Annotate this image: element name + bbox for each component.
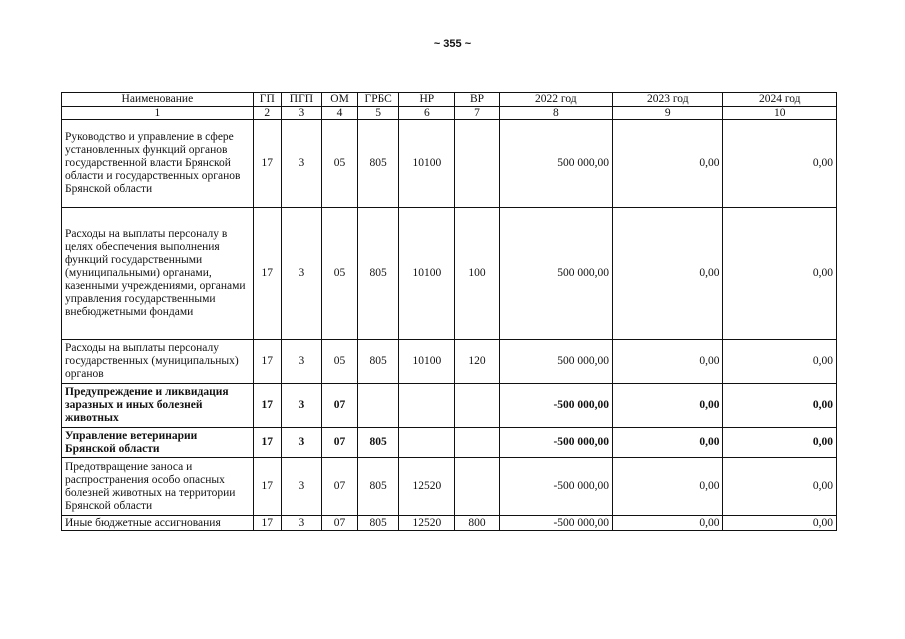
column-number: 5 (358, 107, 399, 120)
row-name: Расходы на выплаты персоналу государственных (муниципальных) органов (62, 340, 254, 384)
row-2023: 0,00 (613, 516, 723, 531)
row-om: 05 (321, 208, 357, 340)
row-om: 07 (321, 384, 357, 428)
table-row (62, 384, 837, 428)
column-number: 3 (281, 107, 321, 120)
row-vr (455, 120, 499, 208)
row-2024: 0,00 (723, 120, 837, 208)
row-2023: 0,00 (613, 384, 723, 428)
row-2024: 0,00 (723, 458, 837, 516)
header-name: Наименование (62, 93, 254, 107)
row-2022: 500 000,00 (499, 120, 612, 208)
row-pgp: 3 (281, 458, 321, 516)
row-nr: 10100 (399, 120, 455, 208)
row-name: Предупреждение и ликвидация заразных и иных болезней животных (62, 384, 254, 428)
row-vr: 120 (455, 340, 499, 384)
row-vr (455, 458, 499, 516)
row-pgp: 3 (281, 384, 321, 428)
header-vr: ВР (455, 93, 499, 107)
header-gp: ГП (253, 93, 281, 107)
table-row (62, 340, 837, 384)
column-number: 4 (321, 107, 357, 120)
row-gp: 17 (253, 516, 281, 531)
column-number: 1 (62, 107, 254, 120)
row-pgp: 3 (281, 428, 321, 458)
row-2024: 0,00 (723, 340, 837, 384)
header-pgp: ПГП (281, 93, 321, 107)
row-om: 05 (321, 120, 357, 208)
row-gp: 17 (253, 458, 281, 516)
row-2024: 0,00 (723, 208, 837, 340)
row-grbs: 805 (358, 340, 399, 384)
row-vr (455, 384, 499, 428)
row-2023: 0,00 (613, 208, 723, 340)
row-2023: 0,00 (613, 458, 723, 516)
header-row (62, 93, 837, 107)
budget-table (61, 92, 837, 531)
row-grbs: 805 (358, 516, 399, 531)
row-2024: 0,00 (723, 516, 837, 531)
row-gp: 17 (253, 428, 281, 458)
row-pgp: 3 (281, 120, 321, 208)
column-number: 2 (253, 107, 281, 120)
column-number-row (62, 107, 837, 120)
row-2023: 0,00 (613, 428, 723, 458)
row-vr: 100 (455, 208, 499, 340)
row-pgp: 3 (281, 516, 321, 531)
row-2022: 500 000,00 (499, 340, 612, 384)
table-row (62, 208, 837, 340)
row-gp: 17 (253, 340, 281, 384)
column-number: 9 (613, 107, 723, 120)
row-om: 05 (321, 340, 357, 384)
row-pgp: 3 (281, 340, 321, 384)
column-number: 8 (499, 107, 612, 120)
header-grbs: ГРБС (358, 93, 399, 107)
table-row (62, 516, 837, 531)
row-om: 07 (321, 458, 357, 516)
row-om: 07 (321, 428, 357, 458)
row-pgp: 3 (281, 208, 321, 340)
row-grbs: 805 (358, 428, 399, 458)
row-nr (399, 428, 455, 458)
table-row (62, 428, 837, 458)
row-nr: 10100 (399, 208, 455, 340)
row-vr (455, 428, 499, 458)
column-number: 10 (723, 107, 837, 120)
header-2024: 2024 год (723, 93, 837, 107)
row-grbs: 805 (358, 208, 399, 340)
header-2023: 2023 год (613, 93, 723, 107)
row-name: Управление ветеринарии Брянской области (62, 428, 254, 458)
row-grbs (358, 384, 399, 428)
row-2022: -500 000,00 (499, 458, 612, 516)
row-grbs: 805 (358, 120, 399, 208)
row-2022: -500 000,00 (499, 384, 612, 428)
column-number: 7 (455, 107, 499, 120)
row-gp: 17 (253, 120, 281, 208)
row-nr: 12520 (399, 516, 455, 531)
row-grbs: 805 (358, 458, 399, 516)
row-name: Руководство и управление в сфере установленных функций органов государственной власти Брянской области и государственных органов Брянской области (62, 120, 254, 208)
row-2022: -500 000,00 (499, 516, 612, 531)
header-om: ОМ (321, 93, 357, 107)
row-2024: 0,00 (723, 384, 837, 428)
page-number: ~ 355 ~ (433, 38, 472, 50)
row-2022: -500 000,00 (499, 428, 612, 458)
row-2023: 0,00 (613, 340, 723, 384)
row-2023: 0,00 (613, 120, 723, 208)
row-nr: 12520 (399, 458, 455, 516)
row-nr (399, 384, 455, 428)
row-2024: 0,00 (723, 428, 837, 458)
row-gp: 17 (253, 208, 281, 340)
header-nr: НР (399, 93, 455, 107)
row-om: 07 (321, 516, 357, 531)
row-nr: 10100 (399, 340, 455, 384)
row-2022: 500 000,00 (499, 208, 612, 340)
table-row (62, 458, 837, 516)
row-gp: 17 (253, 384, 281, 428)
row-name: Расходы на выплаты персоналу в целях обеспечения выполнения функций государственными (муниципальными) органами, казенными учреждениями, органами управления государственными внебюджетными фондами (62, 208, 254, 340)
row-name: Иные бюджетные ассигнования (62, 516, 254, 531)
row-vr: 800 (455, 516, 499, 531)
table-row (62, 120, 837, 208)
row-name: Предотвращение заноса и распространения особо опасных болезней животных на территории Брянской области (62, 458, 254, 516)
header-2022: 2022 год (499, 93, 612, 107)
column-number: 6 (399, 107, 455, 120)
